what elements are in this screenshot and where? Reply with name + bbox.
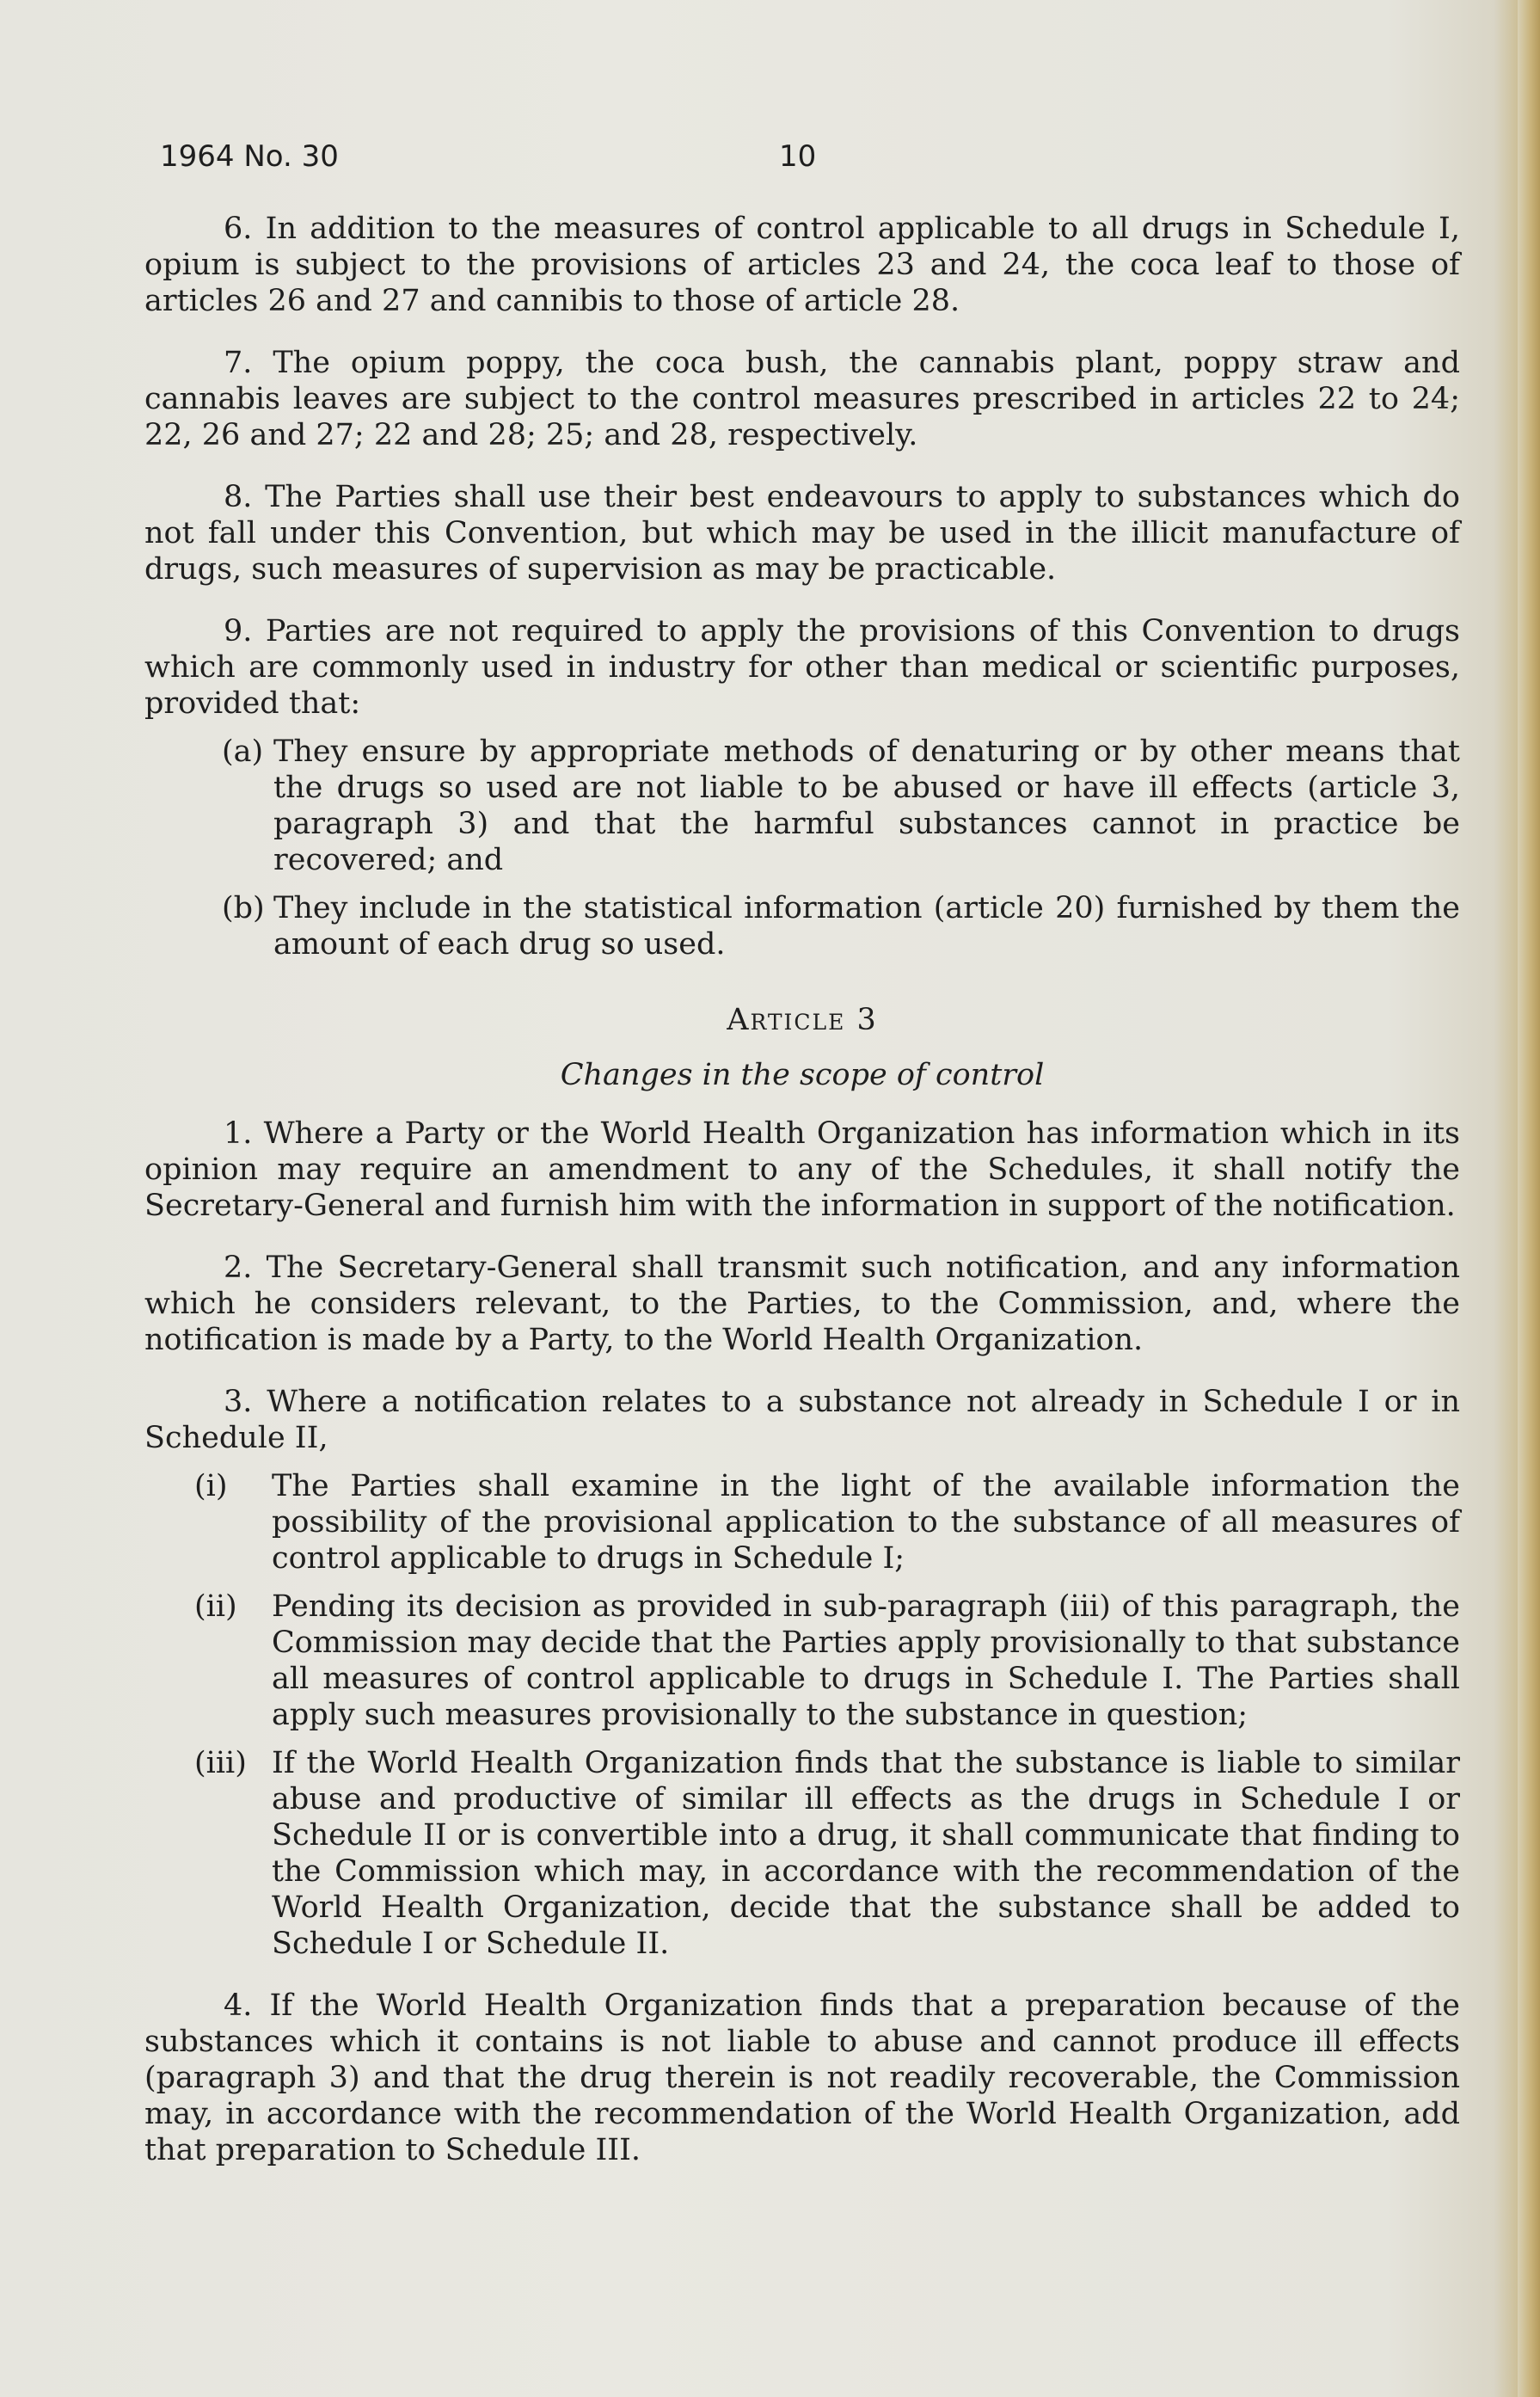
item-text: They ensure by appropriate methods of denaturing or by other means that the drugs so used are not liable to be abused or have ill effects (article 3, paragraph 3) and that the harmful substances cannot in practice be recovered; and [273,734,1460,877]
item-text: The Parties shall examine in the light of the available information the possibility of the provisional application to the substance of all measures of control applicable to drugs in Schedule I; [272,1469,1460,1576]
article-heading: Article 3 [727,1003,878,1037]
item-label: (a) [222,734,264,769]
book-edge [1518,0,1540,2397]
article-paragraph-3: 3. Where a notification relates to a substance not already in Schedule I or in Schedule II, [144,1385,1460,1455]
item-label: (iii) [194,1746,247,1780]
article-subheading: Changes in the scope of control [560,1058,1045,1092]
document-reference: 1964 No. 30 [160,139,339,174]
article-paragraph-1: 1. Where a Party or the World Health Organization has information which in its opinion may require an amendment to any of the Schedules, it shall notify the Secretary-General and furnish him with the information in support of the notification. [144,1116,1460,1223]
item-text: They include in the statistical information (article 20) furnished by them the amount of each drug so used. [273,891,1460,962]
document-body [144,211,1460,2194]
paragraph-7: 7. The opium poppy, the coca bush, the cannabis plant, poppy straw and cannabis leaves are subject to the control measures prescribed in articles 22 to 24; 22, 26 and 27; 22 and 28; 25; and 28, respectively. [144,346,1460,452]
list-item [144,1745,1460,1962]
paragraph-9: 9. Parties are not required to apply the provisions of this Convention to drugs which are commonly used in industry for other than medical or scientific purposes, provided that: [144,614,1460,721]
item-label: (i) [194,1469,228,1503]
page-number: 10 [779,139,817,174]
list-item [144,890,1460,962]
article-paragraph-2: 2. The Secretary-General shall transmit such notification, and any information which he considers relevant, to the Parties, to the Commission, and, where the notification is made by a Party, to the World Health Organization. [144,1251,1460,1357]
item-text: If the World Health Organization finds that the substance is liable to similar abuse and productive of similar ill effects as the drugs in Schedule I or Schedule II or is convertible into a drug, it shall communicate that finding to the Commission which may, in accordance with the recommendation of the World Health Organization, decide that the substance shall be added to Schedule I or Schedule II. [272,1746,1460,1961]
article-paragraph-4: 4. If the World Health Organization finds that a preparation because of the substances which it contains is not liable to abuse and cannot produce ill effects (paragraph 3) and that the drug therein is not readily recoverable, the Commission may, in accordance with the recommendation of the World Health Organization, add that preparation to Schedule III. [144,1988,1460,2167]
paragraph-6: 6. In addition to the measures of control applicable to all drugs in Schedule I, opium is subject to the provisions of articles 23 and 24, the coca leaf to those of articles 26 and 27 and cannibis to those of article 28. [144,212,1460,318]
paragraph-8: 8. The Parties shall use their best endeavours to apply to substances which do not fall under this Convention, but which may be used in the illicit manufacture of drugs, such measures of supervision as may be practicable. [144,480,1460,587]
item-label: (b) [222,891,265,925]
item-label: (ii) [194,1589,237,1624]
item-text: Pending its decision as provided in sub-paragraph (iii) of this paragraph, the Commission may decide that the Parties apply provisionally to that substance all measures of control applicable to drugs in Schedule I. The Parties shall apply such measures provisionally to the substance in question; [272,1589,1460,1732]
list-item [144,1589,1460,1733]
paragraph-9-items [144,734,1460,962]
list-item [144,734,1460,878]
list-item [144,1468,1460,1576]
paragraph-3-items [144,1468,1460,1962]
